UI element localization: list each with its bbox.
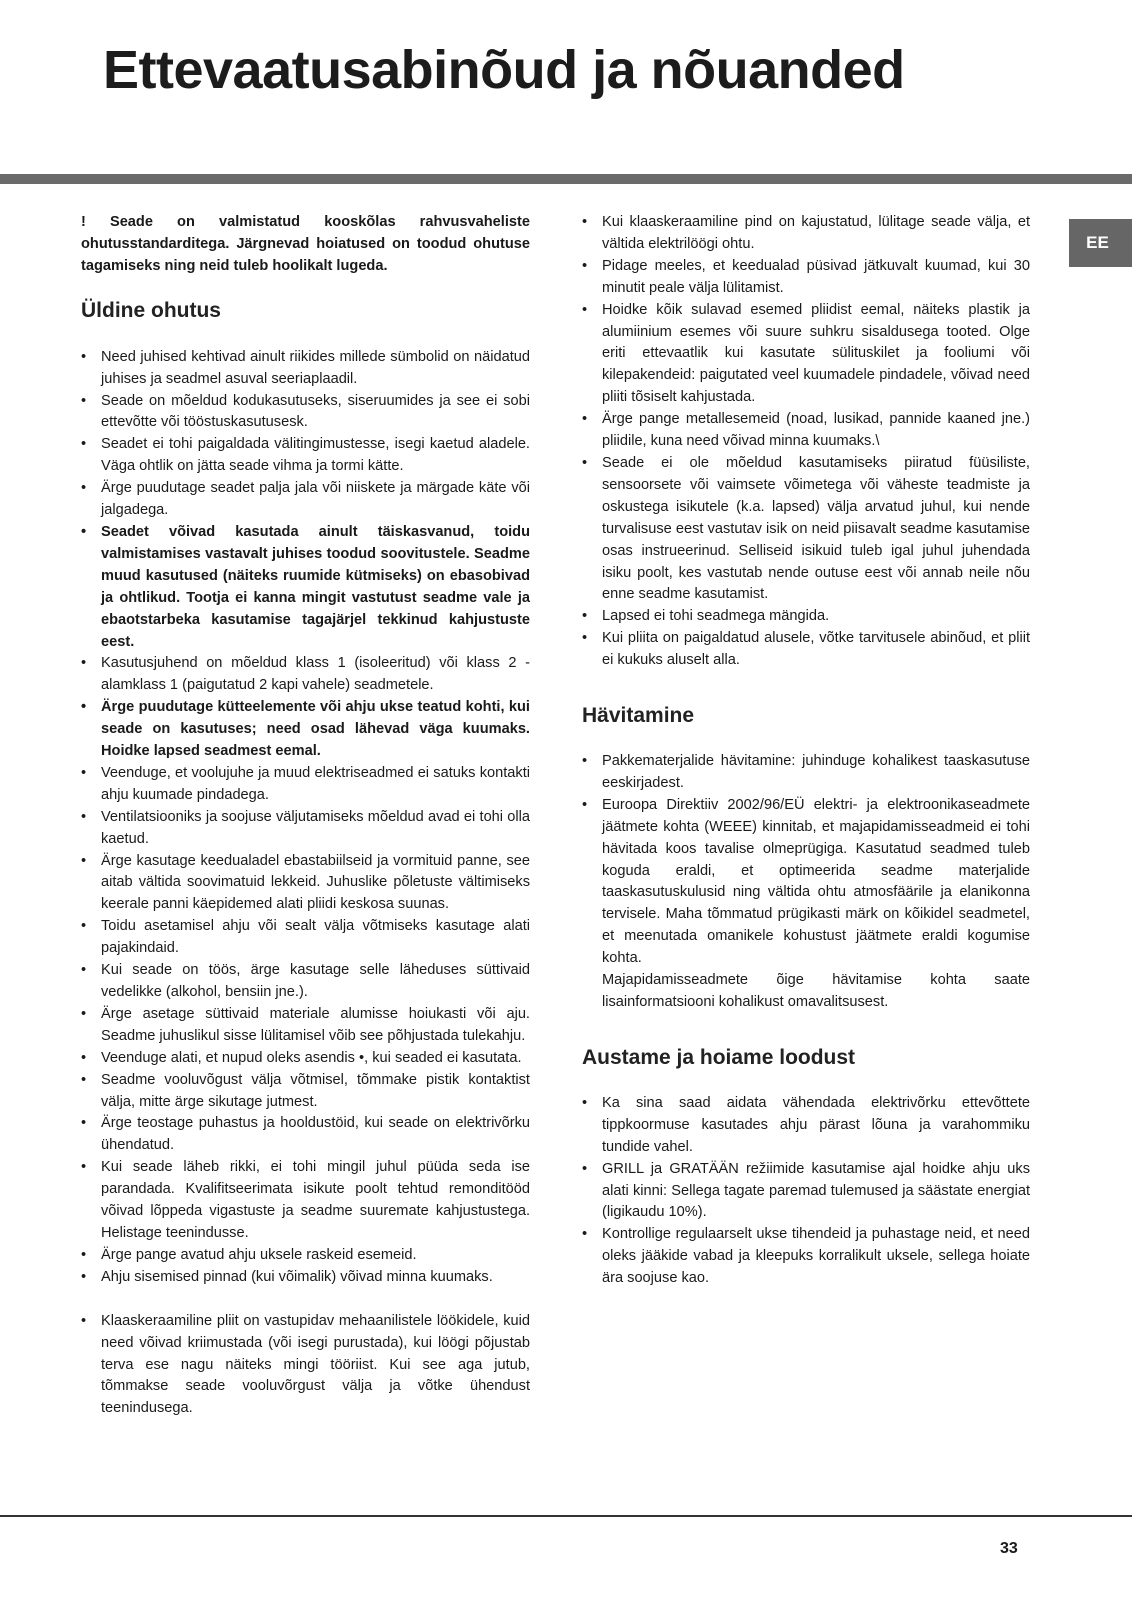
language-tab: EE [1069,219,1132,267]
list-item: • Veenduge, et voolujuhe ja muud elektriseadmed ei satuks kontakti ahju kuumade pindadega. [81,763,530,807]
list-item: • Seade ei ole mõeldud kasutamiseks piiratud füüsiliste, sensoorsete või vaimsete võimetega või väheste teadmiste ja oskustega isikutele (k.a. lapsed) välja arvatud juhul, kui nende turvalisuse eest vastutav isik on neid piisavalt seadme kasutamise osas instrueerinud. Selliseid isikuid tuleb igal juhul juhendada isiku poolt, kes vastutab nende outuse eest või annab neile nõu enne seadme kasutamist. [582,453,1030,606]
list-item: • Hoidke kõik sulavad esemed pliidist eemal, näiteks plastik ja alumiinium esemes või suure suhkru sisaldusega tooted. Olge eriti ettevaatlik kui kasutate sülituskilet ja fooliumi või kilepakendeid: paigutated veel kuumadele pindadele, võivad need pliiti tõsiselt kahjustada. [582,300,1030,410]
glass-ceramic-list [81,1311,530,1421]
list-item: • Ärge puudutage seadet palja jala või niiskete ja märgade käte või jalgadega. [81,478,530,522]
page-number: 33 [1000,1540,1018,1557]
list-item: • Lapsed ei tohi seadmega mängida. [582,606,1030,628]
list-item: • GRILL ja GRATÄÄN režiimide kasutamise ajal hoidke ahju uks alati kinni: Sellega tagate paremad tulemused ja säästate energiat (ligikaudu 10%). [582,1159,1030,1225]
list-item: • Veenduge alati, et nupud oleks asendis •, kui seaded ei kasutata. [81,1048,530,1070]
list-item: • Kasutusjuhend on mõeldud klass 1 (isoleeritud) või klass 2 - alamklass 1 (paigutatud 2 kapi vahele) seadmetele. [81,653,530,697]
list-item: • Ahju sisemised pinnad (kui võimalik) võivad minna kuumaks. [81,1267,530,1289]
left-column [81,212,530,1420]
footer-divider [0,1515,1132,1517]
section-title-nature: Austame ja hoiame loodust [582,1045,856,1069]
list-item: • Need juhised kehtivad ainult riikides millede sümbolid on näidatud juhises ja seadmel asuval seeriaplaadil. [81,347,530,391]
list-item: • Ärge asetage süttivaid materiale alumisse hoiukasti või aju. Seadme juhuslikul sisse lülitamisel võib see põhjustada tulekahju. [81,1004,530,1048]
list-item: • Seade on mõeldud kodukasutuseks, siseruumides ja see ei sobi ettevõtte või tööstuskasutusesk. [81,391,530,435]
nature-list [582,1093,1030,1290]
list-item: • Ärge teostage puhastus ja hooldustöid, kui seade on elektrivõrku ühendatud. [81,1113,530,1157]
disposal-list [582,751,1030,970]
list-item: • Kontrollige regulaarselt ukse tihendeid ja puhastage neid, et need oleks jääkide vabad ja kleepuks korralikult uksele, sellega hoiate ära soojuse kao. [582,1224,1030,1290]
disposal-note: Majapidamisseadmete õige hävitamise kohta saate lisainformatsiooni kohalikust omavalitsusest. [602,972,1030,1010]
list-item: • Kui pliita on paigaldatud alusele, võtke tarvitusele abinõud, et pliit ei kukuks aluselt alla. [582,628,1030,672]
right-column [582,212,1030,1290]
page-title: Ettevaatusabinõud ja nõuanded [103,40,905,100]
list-item: • Ärge puudutage kütteelemente või ahju ukse teatud kohti, kui seade on kasutuses; need osad lähevad väga kuumaks. Hoidke lapsed seadmest eemal. [81,697,530,763]
header-divider [0,174,1132,184]
list-item: • Kui klaaskeraamiline pind on kajustatud, lülitage seade välja, et vältida elektrilöögi ohtu. [582,212,1030,256]
list-item: • Ärge kasutage keedualadel ebastabiilseid ja vormituid panne, see aitab vältida soovimatuid lekkeid. Juhuslike põletuste vältimiseks keerale panni käepidemed alati pliidi keskosa suunas. [81,851,530,917]
list-item: • Pakkematerjalide hävitamine: juhinduge kohalikest taaskasutuse eeskirjadest. [582,751,1030,795]
section-title-general-safety: Üldine ohutus [81,298,221,322]
section-title-disposal: Hävitamine [582,704,695,728]
list-item: • Ka sina saad aidata vähendada elektrivõrku ettevõttete tippkoormuse kasutades ahju pärast lõuna ja varahommiku tundide vahel. [582,1093,1030,1159]
intro-warning: ! Seade on valmistatud kooskõlas rahvusvaheliste ohutusstandarditega. Järgnevad hoiatused on toodud ohutuse tagamiseks ning neid tuleb hoolikalt lugeda. [81,214,530,274]
list-item: • Euroopa Direktiiv 2002/96/EÜ elektri- ja elektroonikaseadmete jäätmete kohta (WEEE) kinnitab, et majapidamisseadmeid ei tohi hävitada koos tavalise olmeprügiga. Kasutatud seadmed tuleb koguda eraldi, et optimeerida seadme materjalide taaskasutuskulusid ning vältida ohtu atmosfäärile ja elanikonna tervisele. Maha tõmmatud prügikasti märk on kõikidel seadmetel, et meenutada omanikele kohustust jäätmete eraldi kogumise kohta. [582,795,1030,970]
safety-continued-list [582,212,1030,672]
list-item: • Seadet võivad kasutada ainult täiskasvanud, toidu valmistamises vastavalt juhises toodud soovitustele. Seadme muud kasutused (näiteks ruumide kütmiseks) on ebasobivad ja ohtlikud. Tootja ei kanna mingit vastutust seadme vale ja ebaotstarbeka kasutamise tagajärjel tekkinud kahjustuste eest. [81,522,530,653]
list-item: • Ärge pange avatud ahju uksele raskeid esemeid. [81,1245,530,1267]
spacer [81,1289,530,1311]
list-item: • Seadme vooluvõgust välja võtmisel, tõmmake pistik kontaktist välja, mitte ärge sikutage jutmest. [81,1070,530,1114]
list-item: • Klaaskeraamiline pliit on vastupidav mehaanilistele löökidele, kuid need võivad kriimustada (või isegi purustada), kui löögi põjustab terva ese nagu näiteks mingi tööriist. Kui see aga jutub, tõmmakse seade vooluvõrgust välja ja võtke ühendust teenindusega. [81,1311,530,1421]
list-item: • Kui seade on töös, ärge kasutage selle läheduses süttivaid vedelikke (alkohol, bensiin jne.). [81,960,530,1004]
list-item: • Ärge pange metallesemeid (noad, lusikad, pannide kaaned jne.) pliidile, kuna need võivad minna kuumaks.\ [582,409,1030,453]
list-item: • Toidu asetamisel ahju või sealt välja võtmiseks kasutage alati pajakindaid. [81,916,530,960]
list-item: • Pidage meeles, et keedualad püsivad jätkuvalt kuumad, kui 30 minutit peale välja lülitamist. [582,256,1030,300]
list-item: • Ventilatsiooniks ja soojuse väljutamiseks mõeldud avad ei tohi olla kaetud. [81,807,530,851]
list-item: • Seadet ei tohi paigaldada välitingimustesse, isegi kaetud aladele. Väga ohtlik on jätta seade vihma ja tormi kätte. [81,434,530,478]
general-safety-list [81,347,530,1289]
list-item: • Kui seade läheb rikki, ei tohi mingil juhul püüda seda ise parandada. Kvalifitseerimata isikute poolt tehtud remonditööd võivad lõppeda vigastuste ja seadme suuremate kahjustustega. Helistage teenindusse. [81,1157,530,1245]
